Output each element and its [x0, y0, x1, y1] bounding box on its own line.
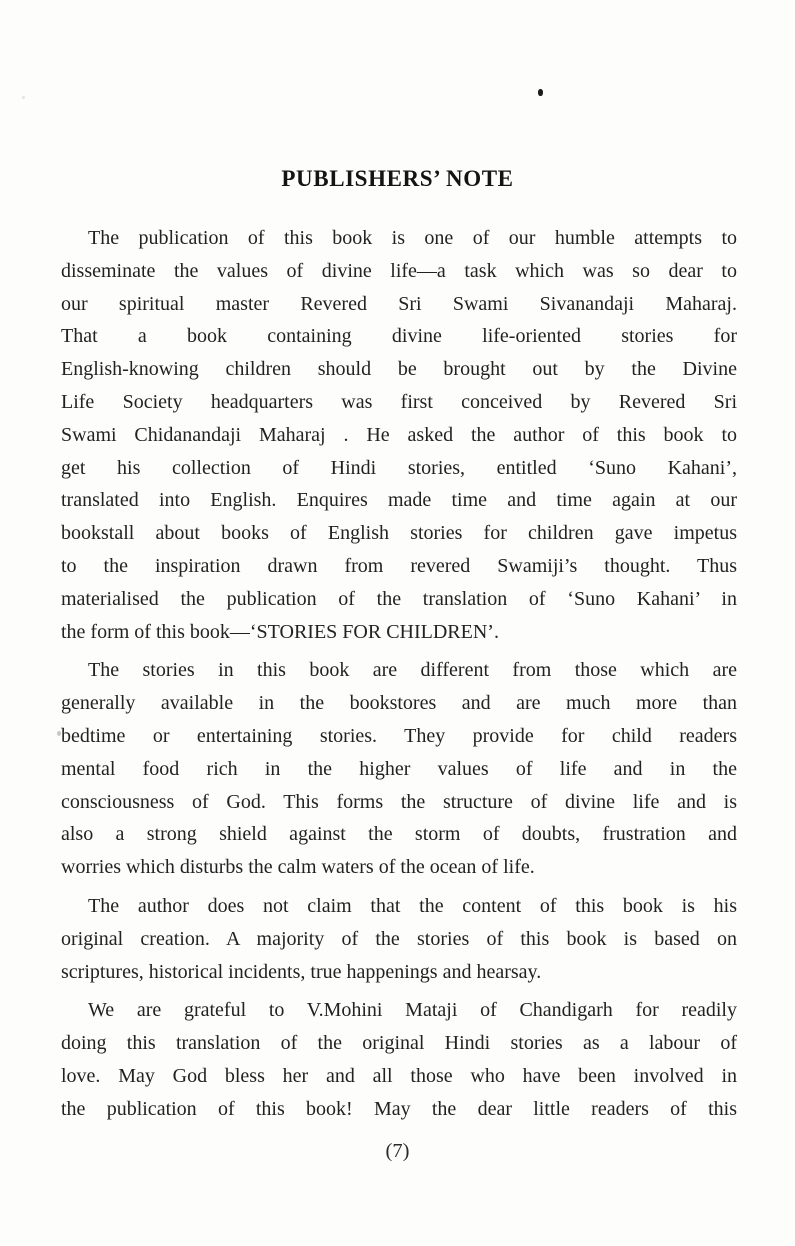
text-line: worries which disturbs the calm waters of the ocean of life. [61, 856, 535, 879]
text-line: materialised the publication of the translation of ‘Suno Kahani’ in [61, 587, 737, 610]
text-line: bedtime or entertaining stories. They provide for child readers [61, 724, 737, 747]
text-line: get his collection of Hindi stories, entitled ‘Suno Kahani’, [61, 456, 737, 479]
text-line: mental food rich in the higher values of life and in the [61, 757, 737, 780]
page-content [61, 222, 737, 1132]
paragraph [61, 654, 737, 884]
text-line: translated into English. Enquires made time and time again at our [61, 489, 737, 512]
text-line: to the inspiration drawn from revered Swamiji’s thought. Thus [61, 554, 737, 577]
text-line: English-knowing children should be brought out by the Divine [61, 358, 737, 381]
text-line: disseminate the values of divine life—a task which was so dear to [61, 259, 737, 282]
paragraph [61, 890, 737, 988]
text-line: consciousness of God. This forms the structure of divine life and is [61, 790, 737, 813]
text-line: That a book containing divine life-oriented stories for [61, 325, 737, 348]
text-line: bookstall about books of English stories for children gave impetus [61, 522, 737, 545]
text-line: Swami Chidanandaji Maharaj . He asked the author of this book to [61, 423, 737, 446]
paragraph [61, 222, 737, 648]
text-line: love. May God bless her and all those who have been involved in [61, 1064, 737, 1087]
text-line: The stories in this book are different from those which are [88, 659, 737, 682]
text-line: scriptures, historical incidents, true happenings and hearsay. [61, 960, 542, 983]
text-line: doing this translation of the original Hindi stories as a labour of [61, 1032, 737, 1055]
scan-artifact-dot [538, 89, 543, 96]
scan-artifact-speck-2 [22, 96, 25, 99]
text-line: also a strong shield against the storm of doubts, frustration and [61, 823, 737, 846]
paragraph [61, 994, 737, 1125]
text-line: The author does not claim that the content of this book is his [88, 894, 737, 917]
text-line: We are grateful to V.Mohini Mataji of Chandigarh for readily [88, 999, 737, 1022]
page-number: (7) [385, 1140, 410, 1162]
page-title: PUBLISHERS’ NOTE [281, 166, 514, 191]
text-line: generally available in the bookstores and are much more than [61, 692, 737, 715]
text-line: The publication of this book is one of our humble attempts to [88, 227, 737, 249]
text-line: the publication of this book! May the dear little readers of this [61, 1097, 737, 1120]
text-line: original creation. A majority of the stories of this book is based on [61, 927, 737, 950]
text-line: the form of this book—‘STORIES FOR CHILDREN’. [61, 620, 499, 643]
text-line: Life Society headquarters was first conceived by Revered Sri [61, 390, 737, 413]
text-line: our spiritual master Revered Sri Swami Sivanandaji Maharaj. [61, 292, 737, 315]
